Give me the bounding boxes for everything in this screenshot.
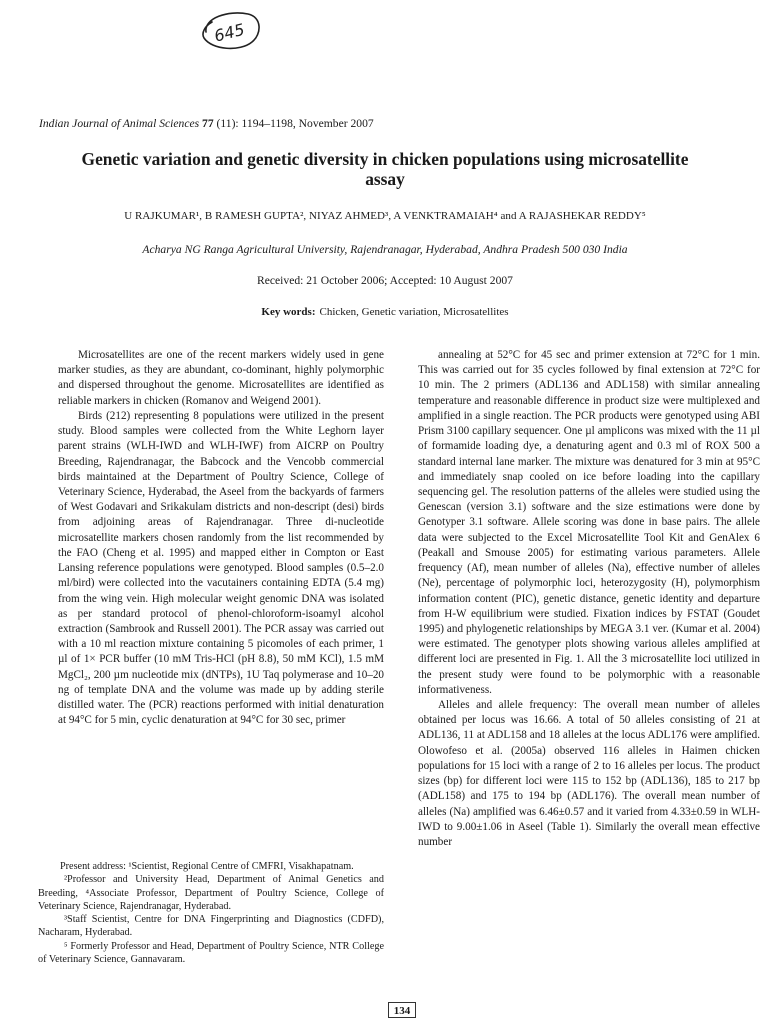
author-list: U RAJKUMAR¹, B RAMESH GUPTA², NIYAZ AHMED³, A VENKTRAMAIAH⁴ and A RAJASHEKAR REDDY⁵: [124, 210, 646, 222]
page-number: 134: [393, 1005, 411, 1017]
received-accepted-dates: Received: 21 October 2006; Accepted: 10 August 2007: [257, 274, 513, 287]
body-column-left: [58, 348, 384, 728]
keywords-value: Chicken, Genetic variation, Microsatellites: [319, 306, 509, 318]
handwritten-mark-text: 645: [212, 19, 247, 46]
keywords-label: Key words:: [261, 306, 316, 318]
footnotes: [38, 860, 384, 966]
body-paragraph: Alleles and allele frequency: The overall mean number of alleles obtained per locus was 16.66. A total of 50 alleles consisting of 21 at ADL136, 11 at ADL158 and 18 alleles at the locus ADL176 were amplified. Olowofeso et al. (2005a) observed 116 alleles in Haimen chicken populations for 15 loci with a range of 2 to 16 alleles per locus. The product sizes (bp) for different loci were 115 to 152 bp (ADL136), 185 to 217 bp (ADL158) and 175 to 194 bp (ADL176). The overall mean number of alleles (Na) amplified was 6.46±0.57 and it varied from 4.33±0.59 in WLH-IWD to 9.00±1.06 in Aseel (Table 1). Similarly the overall mean effective number: [418, 699, 760, 848]
keywords-line: [30, 305, 740, 319]
journal-citation: [39, 117, 639, 131]
handwritten-circle-icon: [196, 8, 264, 54]
body-paragraph: annealing at 52°C for 45 sec and primer extension at 72°C for 1 min. This was carried out for 35 cycles followed by final extension at 72°C for 10 min. The 2 primers (ADL136 and ADL158) with similar annealing temperature and reasonable difference in product size were multiplexed and amplified in a single reaction. The PCR products were genotyped using ABI Prism 3100 capillary sequencer. One µl amplicons was mixed with the 11 µl of formamide loading dye, a denaturing agent and 0.3 ml of ROX 500 a standard internal lane marker. The mixture was denatured for 3 min at 95°C and immediately snap cooled on ice before loading into the capillary sequencing gel. The resolution patterns of the alleles were studied using the Genescan (version 3.1) software and the size estimations were done by Genotyper 3.1 software. Allele scoring was done in base pairs. The allele data were subjected to the Excel Microsatellite Tool Kit and GenAlex 6 (Peakall and Smouse 2005) for estimating various parameters. Allele frequency (Af), mean number of alleles (Na), effective number of alleles (Ne), percentage of polymorphic loci, heterozygosity (H), polymorphism information content (PIC), genetic distance, genetic identity and departure from H-W equilibrium were studied. Fixation indices by FSTAT (Goudet 1995) and phylogenetic relationships by MEGA 3.1 ver. (Kumar et al. 2004) were estimated. The genotyper plots showing various alleles amplified at different loci are presented in Fig. 1. All the 3 microsatellite loci utilized in the present study were found to be polymorphic with a reasonable informativeness.: [418, 349, 760, 696]
journal-name: Indian Journal of Animal Sciences: [39, 117, 200, 130]
handwritten-page-mark: [196, 8, 264, 54]
journal-issue-pages-date: (11): 1194–1198, November 2007: [216, 117, 374, 130]
footnote: Present address: ¹Scientist, Regional Centre of CMFRI, Visakhapatnam.: [60, 861, 354, 872]
footnote: ³Staff Scientist, Centre for DNA Fingerprinting and Diagnostics (CDFD), Nacharam, Hyderabad.: [38, 914, 384, 939]
article-title: Genetic variation and genetic diversity in chicken populations using microsatellite assay: [81, 149, 689, 189]
footnote: ⁵ Formerly Professor and Head, Department of Poultry Science, NTR College of Veterinary Science, Gannavaram.: [38, 940, 384, 966]
body-paragraph: Microsatellites are one of the recent markers widely used in gene marker studies, as they are abundant, co-dominant, highly polymorphic and dispersed throughout the genome. Microsatellites are identified as reliable markers in chicken (Romanov and Weigend 2001).: [58, 349, 384, 407]
page-number-box: [388, 1002, 416, 1018]
body-paragraph: Birds (212) representing 8 populations were utilized in the present study. Blood samples were collected from the White Leghorn layer parent strains (WLH-IWD and WLH-IWF) from AICRP on Poultry Breeding, Rajendranagar, the Babcock and the Vencobb commercial birds maintained at the Department of Poultry Science, College of Veterinary Science, Hyderabad, the Aseel from the backyards of farmers of West Godavari and Srikakulam districts and non-descript (desi) birds from adjoining areas of Rajendranagar. Three di-nucleotide microsatellite markers chosen randomly from the list recommended by the FAO (Cheng et al. 1995) and mapped either in Compton or East Lansing reference populations were genotyped. Blood samples (0.5–2.0 ml/bird) were collected into the vacutainers containing EDTA (5.4 mg) from the wing vein. High molecular weight genomic DNA was isolated as per standard protocol of phenol-chloroform-isoamyl alcohol extraction (Sambrook and Russell 2001). The PCR assay was carried out with a 10 ml reaction mixture containing 5 picomoles of each primer, 1 µl of 1× PCR buffer (10 mM Tris-HCl (pH 8.8), 50 mM KCl), 1.5 mM MgCl₂, 200 µm nucleotide mix (dNTPs), 1U Taq polymerase and 10–20 ng of template DNA and the volume was made up by adding sterile distilled water. The (PCR) reactions performed with initial denaturation at 94°C for 5 min, cyclic denaturation at 94°C for 30 sec, primer: [58, 409, 384, 727]
author-affiliation: Acharya NG Ranga Agricultural University, Rajendranagar, Hyderabad, Andhra Pradesh 500 030 India: [142, 243, 628, 256]
body-column-right: [418, 348, 760, 850]
journal-volume: 77: [202, 117, 214, 130]
footnote: ²Professor and University Head, Department of Animal Genetics and Breeding, ⁴Associate Professor, Department of Poultry Science, College of Veterinary Science, Rajendranagar, Hyderabad.: [38, 874, 384, 912]
